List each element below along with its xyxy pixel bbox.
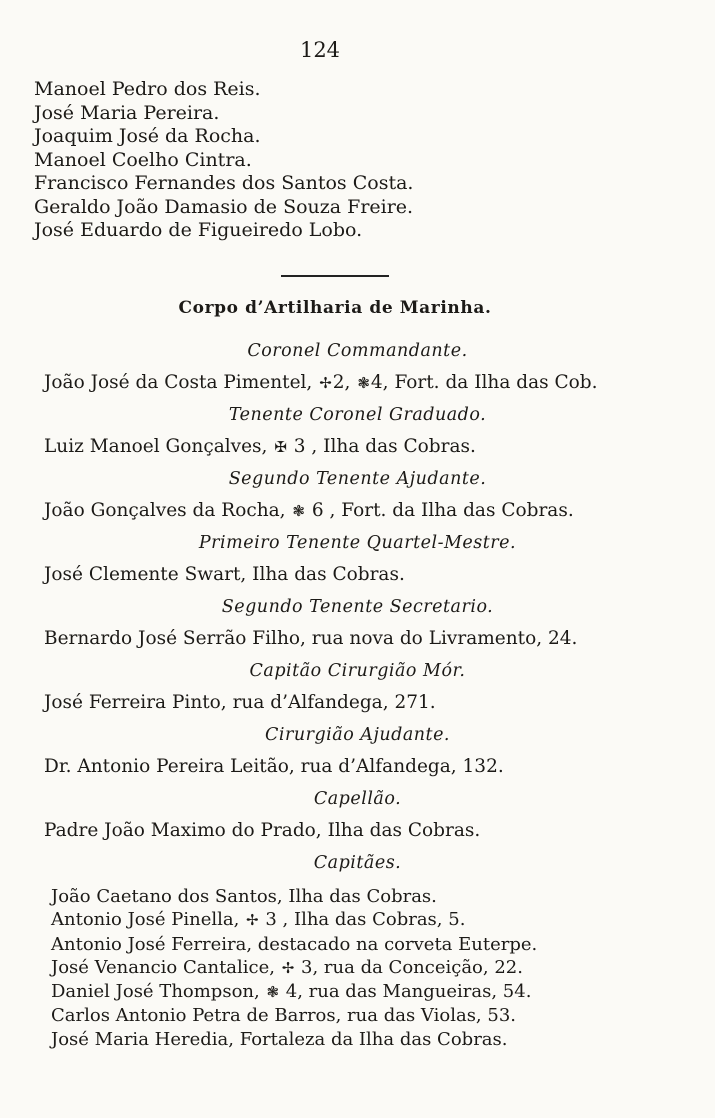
person-entry: João José da Costa Pimentel, ✢2, ❃4, Fort. da Ilha das Cob. xyxy=(44,372,598,393)
rank-heading: Segundo Tenente Secretario. xyxy=(221,597,494,617)
list-item: José Eduardo de Figueiredo Lobo. xyxy=(34,219,363,241)
person-entry: Dr. Antonio Pereira Leitão, rua d’Alfandega, 132. xyxy=(44,756,504,777)
list-item: Francisco Fernandes dos Santos Costa. xyxy=(34,172,414,194)
star-insignia-icon: ❃ xyxy=(292,502,305,520)
page-number: 124 xyxy=(299,38,341,62)
person-name: Luiz Manoel Gonçalves, xyxy=(44,436,274,457)
rank-heading: Capellão. xyxy=(313,789,402,809)
list-item: Manoel Coelho Cintra. xyxy=(34,148,252,171)
person-entry: João Gonçalves da Rocha, ❃ 6 , Fort. da Ilha das Cobras. xyxy=(44,500,574,521)
person-entry: Padre João Maximo do Prado, Ilha das Cobras. xyxy=(44,820,481,841)
star-insignia-icon: ❃ xyxy=(266,983,280,1002)
list-item: Daniel José Thompson, ❃ 4, rua das Mangueiras, 54. xyxy=(51,981,532,1003)
rank-heading: Capitão Cirurgião Mór. xyxy=(249,661,466,681)
rank-heading: Tenente Coronel Graduado. xyxy=(228,405,487,425)
person-name: João Gonçalves da Rocha, xyxy=(44,500,292,521)
section-divider xyxy=(281,275,389,277)
rank-heading: Coronel Commandante. xyxy=(247,341,468,361)
rank-heading: Segundo Tenente Ajudante. xyxy=(228,469,487,489)
person-name: João José da Costa Pimentel, xyxy=(44,372,319,393)
list-item: Antonio José Ferreira, destacado na corveta Euterpe. xyxy=(51,933,538,955)
person-entry: José Ferreira Pinto, rua d’Alfandega, 271. xyxy=(44,692,436,713)
list-item: João Caetano dos Santos, Ilha das Cobras. xyxy=(51,886,437,907)
rank-entries xyxy=(0,335,715,879)
list-item: Carlos Antonio Petra de Barros, rua das Violas, 53. xyxy=(51,1005,516,1027)
person-entry: Bernardo José Serrão Filho, rua nova do Livramento, 24. xyxy=(44,628,578,649)
star-insignia-icon: ❃ xyxy=(357,374,370,392)
rank-heading: Capitães. xyxy=(313,853,402,873)
name-list-top xyxy=(34,78,413,243)
list-item: José Maria Pereira. xyxy=(34,101,220,124)
rank-heading: Primeiro Tenente Quartel-Mestre. xyxy=(198,533,517,553)
person-entry: Luiz Manoel Gonçalves, ✠ 3 , Ilha das Cobras. xyxy=(44,436,476,457)
list-item: Manoel Pedro dos Reis. xyxy=(34,78,261,100)
section-title: Corpo d’Artilharia de Marinha. xyxy=(178,298,492,318)
person-entry: José Clemente Swart, Ilha das Cobras. xyxy=(44,564,405,585)
cross-insignia-icon: ✢ xyxy=(281,958,295,977)
cross-insignia-icon: ✢ xyxy=(246,911,259,930)
rank-heading: Cirurgião Ajudante. xyxy=(264,725,450,745)
cross-insignia-icon: ✢ xyxy=(319,374,332,392)
list-item: José Venancio Cantalice, ✢ 3, rua da Conceição, 22. xyxy=(51,956,523,978)
cross-insignia-icon: ✠ xyxy=(274,438,287,456)
capitaes-list xyxy=(51,885,537,1051)
list-item: Joaquim José da Rocha. xyxy=(34,125,261,147)
list-item: José Maria Heredia, Fortaleza da Ilha das Cobras. xyxy=(51,1028,508,1050)
list-item: Antonio José Pinella, ✢ 3 , Ilha das Cobras, 5. xyxy=(51,909,466,931)
list-item: Geraldo João Damasio de Souza Freire. xyxy=(34,195,414,218)
